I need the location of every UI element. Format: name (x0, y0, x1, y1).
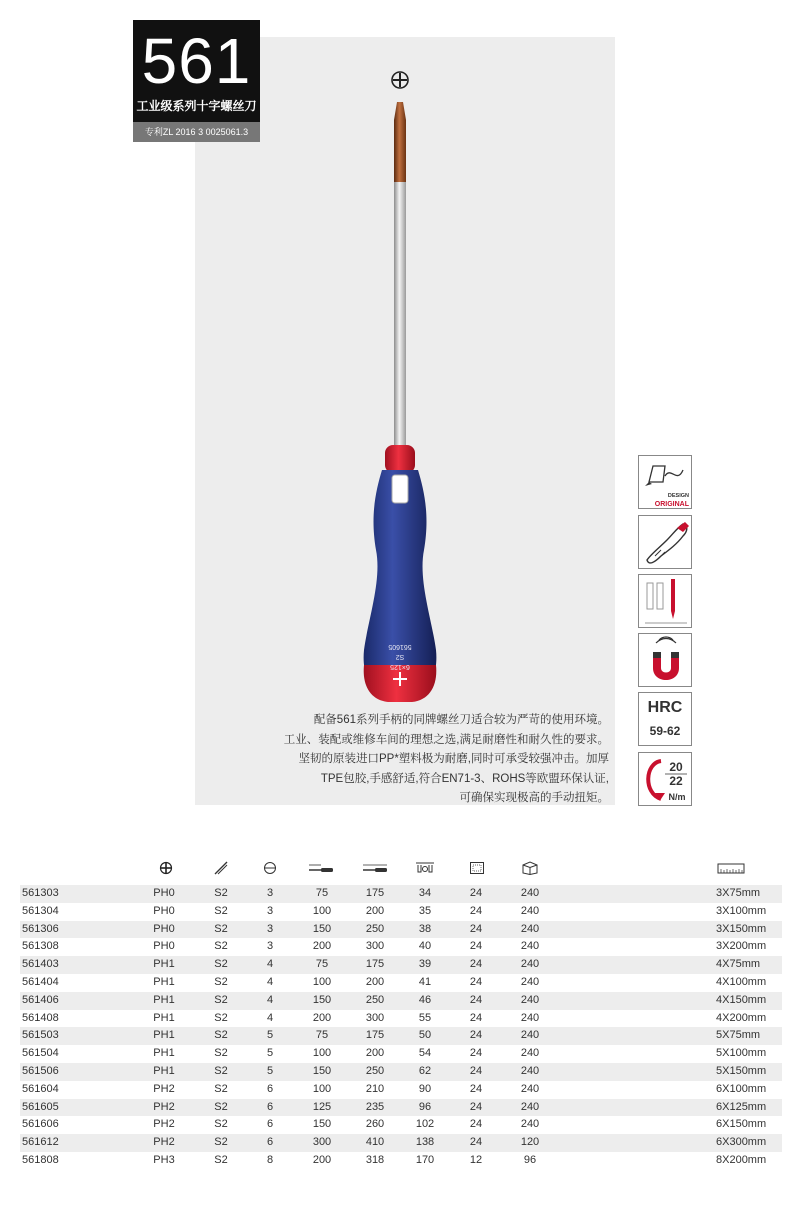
patent-number: 专利ZL 2016 3 0025061.3 (133, 122, 260, 142)
anti-slip-tip-icon (638, 574, 692, 628)
spec-cell: 5X75mm (716, 1029, 761, 1042)
carton-qty-cell: 240 (520, 940, 540, 953)
tip-size-cell: PH2 (153, 1100, 175, 1113)
handle-size: 6×125 (390, 663, 410, 670)
material-cell: S2 (214, 1011, 228, 1024)
inner-qty-cell: 24 (469, 1082, 483, 1095)
item-code-cell: 561503 (22, 1029, 59, 1042)
hrc-label: HRC (647, 699, 683, 716)
material-cell: S2 (214, 993, 228, 1006)
description-line: 坚韧的原装进口PP*塑料极为耐磨,同时可承受较强冲击。加厚 (298, 753, 609, 765)
weight-cell: 50 (418, 1029, 432, 1042)
blade-length-cell: 200 (312, 940, 332, 953)
material-cell: S2 (214, 1154, 228, 1166)
inner-qty-cell: 24 (469, 1047, 483, 1060)
diameter-cell: 3 (266, 904, 274, 917)
blade-length-cell: 200 (312, 1154, 332, 1166)
tip-size-cell: PH3 (153, 1154, 175, 1166)
item-code-cell: 561506 (22, 1065, 59, 1077)
inner-qty-cell: 24 (469, 887, 483, 899)
spec-cell: 4X100mm (716, 976, 767, 988)
inner-qty-cell: 24 (469, 904, 483, 917)
spec-cell: 6X300mm (716, 1136, 767, 1149)
diameter-cell: 6 (266, 1136, 274, 1149)
description-line: 可确保实现极高的手动扭矩。 (459, 792, 609, 804)
spec-cell: 4X150mm (716, 993, 767, 1006)
weight-cell: 55 (418, 1011, 432, 1024)
carton-qty-cell: 240 (520, 1100, 540, 1113)
weight-cell: 34 (418, 887, 432, 899)
weight-cell: 41 (418, 976, 432, 988)
inner-qty-cell: 24 (469, 1029, 483, 1042)
svg-text:N/m: N/m (668, 792, 686, 802)
diameter-cell: 6 (266, 1118, 274, 1131)
weight-cell: 62 (418, 1065, 432, 1077)
spec-cell: 4X75mm (716, 958, 761, 971)
diameter-cell: 3 (266, 887, 274, 899)
product-description (236, 711, 609, 809)
item-code-cell: 561604 (22, 1082, 59, 1095)
blade-length-cell: 100 (312, 904, 332, 917)
item-code-cell: 561612 (22, 1136, 59, 1149)
item-code-cell: 561306 (22, 922, 59, 935)
spec-cell: 3X75mm (716, 887, 761, 899)
item-code-cell: 561504 (22, 1047, 59, 1060)
table-row (20, 1116, 782, 1134)
weight-cell: 39 (418, 958, 432, 971)
tip-size-cell: PH2 (153, 1082, 175, 1095)
hrc-icon (638, 692, 692, 746)
tip-size-cell: PH0 (153, 940, 175, 953)
weight-cell: 38 (418, 922, 432, 935)
badge-header (133, 20, 260, 122)
material-cell: S2 (214, 958, 228, 971)
inner-qty-cell: 24 (469, 1136, 483, 1149)
hrc-value: 59-62 (649, 724, 681, 738)
material-cell: S2 (214, 1136, 228, 1149)
screwdriver-image (340, 60, 470, 710)
blade-length-icon (307, 861, 335, 875)
carton-qty-cell: 240 (520, 1011, 540, 1024)
carton-qty-cell: 240 (520, 1029, 540, 1042)
diameter-cell: 3 (266, 940, 274, 953)
table-row (20, 956, 782, 974)
table-row (20, 885, 782, 903)
blade-length-cell: 100 (312, 1047, 332, 1060)
carton-qty-cell: 240 (520, 958, 540, 971)
weight-cell: 170 (415, 1154, 435, 1166)
tip-size-cell: PH0 (153, 922, 175, 935)
description-line: 配备561系列手柄的同牌螺丝刀适合较为严苛的使用环境。 (313, 714, 609, 726)
item-code-cell: 561404 (22, 976, 59, 988)
weight-cell: 90 (418, 1082, 432, 1095)
spec-cell: 3X200mm (716, 940, 767, 953)
blade-length-cell: 200 (312, 1011, 332, 1024)
item-code-cell: 561304 (22, 904, 59, 917)
weight-cell: 138 (415, 1136, 435, 1149)
spec-cell: 3X150mm (716, 922, 767, 935)
carton-qty-cell: 240 (520, 1065, 540, 1077)
carton-qty-cell: 240 (520, 887, 540, 899)
weight-cell: 40 (418, 940, 432, 953)
inner-qty-cell: 24 (469, 993, 483, 1006)
spec-cell: 4X200mm (716, 1011, 767, 1024)
diameter-cell: 4 (266, 993, 274, 1006)
item-code-cell: 561308 (22, 940, 59, 953)
table-row (20, 1099, 782, 1117)
material-icon (213, 861, 229, 875)
table-row (20, 1027, 782, 1045)
inner-qty-cell: 24 (469, 958, 483, 971)
weight-cell: 46 (418, 993, 432, 1006)
diameter-cell: 4 (266, 958, 274, 971)
blade-length-cell: 100 (312, 1082, 332, 1095)
tip-size-cell: PH1 (153, 1011, 175, 1024)
diameter-cell: 5 (266, 1029, 274, 1042)
material-cell: S2 (214, 887, 228, 899)
table-row (20, 1045, 782, 1063)
material-cell: S2 (214, 1029, 228, 1042)
total-length-icon (361, 861, 389, 875)
material-cell: S2 (214, 1100, 228, 1113)
table-row (20, 1010, 782, 1028)
diameter-cell: 6 (266, 1100, 274, 1113)
table-row (20, 974, 782, 992)
inner-qty-cell: 24 (469, 1011, 483, 1024)
material-cell: S2 (214, 1065, 228, 1077)
magnet-icon (638, 633, 692, 687)
diameter-cell: 6 (266, 1082, 274, 1095)
svg-text:20: 20 (669, 760, 683, 774)
shank-diameter-icon (263, 861, 277, 875)
item-code-cell: 561303 (22, 887, 59, 899)
inner-qty-cell: 24 (469, 976, 483, 988)
inner-qty-cell: 12 (469, 1154, 483, 1166)
description-line: 工业、装配或维修车间的理想之选,满足耐磨性和耐久性的要求。 (283, 733, 609, 746)
blade-length-cell: 100 (312, 976, 332, 988)
inner-qty-cell: 24 (469, 922, 483, 935)
diameter-cell: 3 (266, 922, 274, 935)
model-badge (133, 20, 260, 142)
total-length-cell: 200 (365, 976, 385, 988)
carton-qty-cell: 240 (520, 1118, 540, 1131)
material-cell: S2 (214, 1047, 228, 1060)
total-length-cell: 410 (365, 1136, 385, 1149)
weight-cell: 102 (415, 1118, 435, 1131)
item-code-cell: 561605 (22, 1100, 59, 1113)
carton-qty-cell: 240 (520, 993, 540, 1006)
total-length-cell: 175 (365, 958, 385, 971)
table-row (20, 992, 782, 1010)
handle-material: S2 (395, 653, 405, 660)
tip-size-cell: PH1 (153, 1029, 175, 1042)
total-length-cell: 250 (365, 1065, 385, 1077)
outer-carton-icon (521, 861, 539, 875)
carton-qty-cell: 240 (520, 1082, 540, 1095)
diameter-cell: 8 (266, 1154, 274, 1166)
inner-qty-cell: 24 (469, 940, 483, 953)
handle-code: 561605 (388, 643, 412, 650)
total-length-cell: 200 (365, 1047, 385, 1060)
item-code-cell: 561403 (22, 958, 59, 971)
material-cell: S2 (214, 904, 228, 917)
inner-qty-cell: 24 (469, 1100, 483, 1113)
tip-size-cell: PH2 (153, 1118, 175, 1131)
weight-cell: 35 (418, 904, 432, 917)
table-row (20, 1152, 782, 1170)
tip-size-cell: PH1 (153, 1065, 175, 1077)
total-length-cell: 235 (365, 1100, 385, 1113)
blade-length-cell: 75 (315, 1029, 329, 1042)
material-cell: S2 (214, 976, 228, 988)
diameter-cell: 4 (266, 1011, 274, 1024)
item-code-cell: 561408 (22, 1011, 59, 1024)
phillips-tip-symbol (392, 72, 408, 88)
torque-icon (638, 752, 692, 806)
weight-icon (415, 861, 435, 875)
inner-qty-cell: 24 (469, 1065, 483, 1077)
total-length-cell: 300 (365, 1011, 385, 1024)
carton-qty-cell: 240 (520, 1047, 540, 1060)
diameter-cell: 5 (266, 1047, 274, 1060)
svg-text:DESIGN: DESIGN (667, 493, 689, 499)
design-original-icon (638, 455, 692, 509)
material-cell: S2 (214, 940, 228, 953)
spec-ruler-icon (717, 861, 745, 875)
blade-length-cell: 75 (315, 887, 329, 899)
table-row (20, 938, 782, 956)
table-row (20, 1134, 782, 1152)
total-length-cell: 175 (365, 887, 385, 899)
table-row (20, 1081, 782, 1099)
item-code-cell: 561606 (22, 1118, 59, 1131)
tip-size-cell: PH0 (153, 887, 175, 899)
total-length-cell: 318 (365, 1154, 385, 1166)
blade-length-cell: 150 (312, 1065, 332, 1077)
item-code-cell: 561406 (22, 993, 59, 1006)
table-row (20, 903, 782, 921)
carton-qty-cell: 240 (520, 904, 540, 917)
svg-text:22: 22 (669, 774, 683, 788)
product-title: 工业级系列十字螺丝刀 (136, 99, 257, 113)
tip-size-cell: PH1 (153, 958, 175, 971)
inner-box-icon (469, 861, 485, 875)
material-cell: S2 (214, 1118, 228, 1131)
spec-cell: 6X125mm (716, 1100, 767, 1113)
item-code-cell: 561808 (22, 1154, 59, 1166)
blade-length-cell: 300 (312, 1136, 332, 1149)
spec-cell: 5X100mm (716, 1047, 767, 1060)
total-length-cell: 300 (365, 940, 385, 953)
blade-length-cell: 150 (312, 1118, 332, 1131)
total-length-cell: 210 (365, 1082, 385, 1095)
spec-cell: 8X200mm (716, 1154, 767, 1166)
blade-length-cell: 125 (312, 1100, 332, 1113)
spec-cell: 6X150mm (716, 1118, 767, 1131)
total-length-cell: 175 (365, 1029, 385, 1042)
inner-qty-cell: 24 (469, 1118, 483, 1131)
carton-qty-cell: 96 (523, 1154, 537, 1166)
spec-cell: 6X100mm (716, 1082, 767, 1095)
diameter-cell: 4 (266, 976, 274, 988)
total-length-cell: 260 (365, 1118, 385, 1131)
carton-qty-cell: 120 (520, 1136, 540, 1149)
tip-size-cell: PH1 (153, 976, 175, 988)
weight-cell: 96 (418, 1100, 432, 1113)
tip-size-cell: PH0 (153, 904, 175, 917)
spec-cell: 3X100mm (716, 904, 767, 917)
tip-size-cell: PH1 (153, 993, 175, 1006)
handle-icon (638, 515, 692, 569)
blade-length-cell: 150 (312, 993, 332, 1006)
material-cell: S2 (214, 922, 228, 935)
total-length-cell: 200 (365, 904, 385, 917)
phillips-icon (159, 861, 173, 875)
model-number: 561 (141, 25, 252, 97)
material-cell: S2 (214, 1082, 228, 1095)
blade-length-cell: 150 (312, 922, 332, 935)
carton-qty-cell: 240 (520, 976, 540, 988)
total-length-cell: 250 (365, 922, 385, 935)
spec-cell: 5X150mm (716, 1065, 767, 1077)
tip-size-cell: PH2 (153, 1136, 175, 1149)
carton-qty-cell: 240 (520, 922, 540, 935)
weight-cell: 54 (418, 1047, 432, 1060)
blade-length-cell: 75 (315, 958, 329, 971)
svg-text:ORIGINAL: ORIGINAL (654, 501, 689, 508)
description-line: TPE包胶,手感舒适,符合EN71-3、ROHS等欧盟环保认证, (320, 772, 609, 785)
table-row (20, 921, 782, 939)
diameter-cell: 5 (266, 1065, 274, 1077)
table-row (20, 1063, 782, 1081)
total-length-cell: 250 (365, 993, 385, 1006)
tip-size-cell: PH1 (153, 1047, 175, 1060)
